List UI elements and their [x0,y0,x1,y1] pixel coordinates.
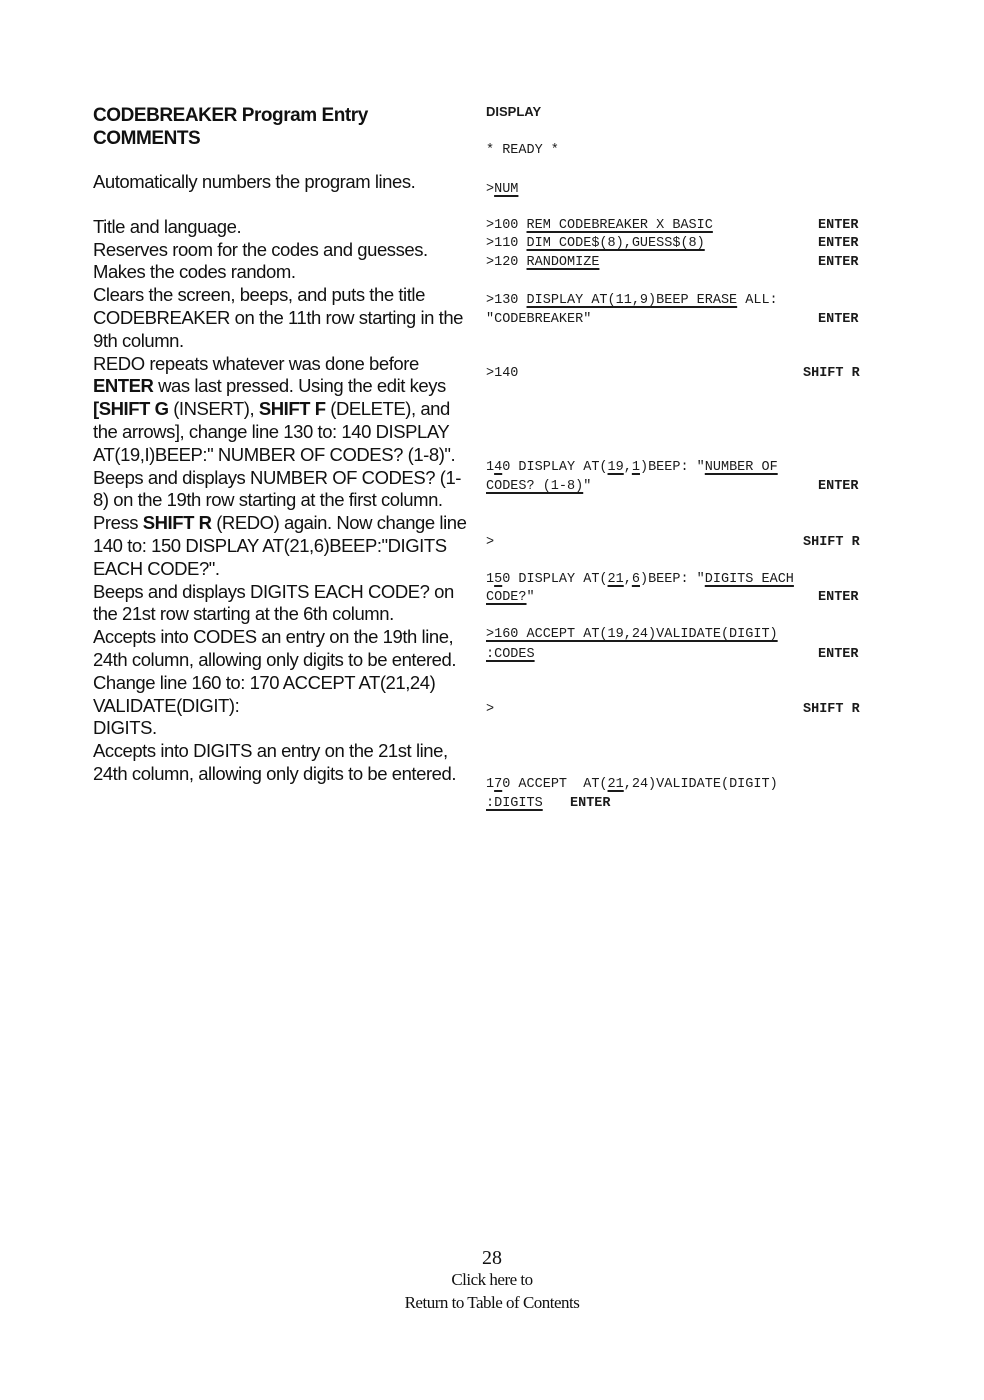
enter-key: ENTER [818,236,859,251]
enter-key: ENTER [818,647,859,662]
comment-110: Reserves room for the codes and guesses. [93,238,428,260]
comment-120: Makes the codes random. [93,261,296,283]
toc-link-line1[interactable]: Click here to [451,1270,533,1289]
display-heading: DISPLAY [486,104,542,119]
line-120: >120 RANDOMIZE [486,255,600,270]
edited-line-170: 170 ACCEPT AT(21,24)VALIDATE(DIGIT) [486,777,778,792]
line-160: >160 ACCEPT AT(19,24)VALIDATE(DIGIT) [486,627,778,642]
prompt-line: > [486,702,495,717]
enter-key: ENTER [818,312,859,327]
ready-line: * READY * [486,143,559,158]
edited-line-150: 150 DISPLAY AT(21,6)BEEP: "DIGITS EACH [486,572,794,587]
line-160-cont: :CODES [486,647,535,662]
line-130-cont: "CODEBREAKER" [486,312,592,327]
comment-160: Accepts into CODES an entry on the 19th line, 24th column, allowing only digits to be entered. [93,626,457,670]
comment-num: Automatically numbers the program lines. [93,171,416,192]
comment-shift-r: Press SHIFT R (REDO) again. Now change line 140 to: 150 DISPLAY AT(21,6)BEEP:"DIGITS EACH CODE?". [93,512,467,579]
comment-170: Accepts into DIGITS an entry on the 21st line, 24th column, allowing only digits to be entered. [93,740,457,784]
comment-130: Clears the screen, beeps, and puts the title CODEBREAKER on the 11th row starting in the 9th column. [93,284,464,351]
enter-key: ENTER [818,590,859,605]
enter-key: ENTER [818,255,859,270]
comment-change-160: Change line 160 to: 170 ACCEPT AT(21,24) VALIDATE(DIGIT): [93,671,436,716]
num-line: >NUM [486,182,519,197]
comment-digits: DIGITS. [93,717,157,739]
section-title: CODEBREAKER Program Entry [93,105,368,126]
edited-line-170-cont: :DIGITS [486,796,543,811]
line-130: >130 DISPLAY AT(11,9)BEEP ERASE ALL: [486,293,778,308]
comment-redo: REDO repeats whatever was done before ENTER was last pressed. Using the edit keys [SHIFT G (INSERT), SHIFT F (DELETE), and the arrows], change line 130 to: 140 DISPLAY AT(19,I)BEEP:" NUMBER OF CODES? (1-8)". [93,352,456,465]
prompt-line: > [486,535,495,550]
edited-line-140: 140 DISPLAY AT(19,1)BEEP: "NUMBER OF [486,460,778,475]
edited-line-140-cont: CODES? (1-8)" [486,479,592,494]
comments-column [93,104,468,786]
line-110: >110 DIM CODE$(8),GUESS$(8) [486,236,705,251]
comment-140: Beeps and displays NUMBER OF CODES? (1-8) on the 19th row starting at the first column. [93,466,461,511]
enter-key: ENTER [818,479,859,494]
toc-link-line2[interactable]: Return to Table of Contents [404,1293,580,1312]
edited-line-150-cont: CODE?" [486,590,535,605]
comment-100: Title and language. [93,215,242,237]
page-number: 28 [482,1247,502,1269]
line-100: >100 REM CODEBREAKER X BASIC [486,218,713,233]
comments-heading: COMMENTS [93,128,201,149]
comment-150: Beeps and displays DIGITS EACH CODE? on the 21st row starting at the 6th column. [93,580,454,625]
shift-r-key: SHIFT R [803,535,860,550]
enter-key: ENTER [570,796,611,811]
enter-key: ENTER [818,218,859,233]
shift-r-key: SHIFT R [803,702,860,717]
shift-r-key: SHIFT R [803,366,860,381]
line-140-prompt: >140 [486,366,519,381]
